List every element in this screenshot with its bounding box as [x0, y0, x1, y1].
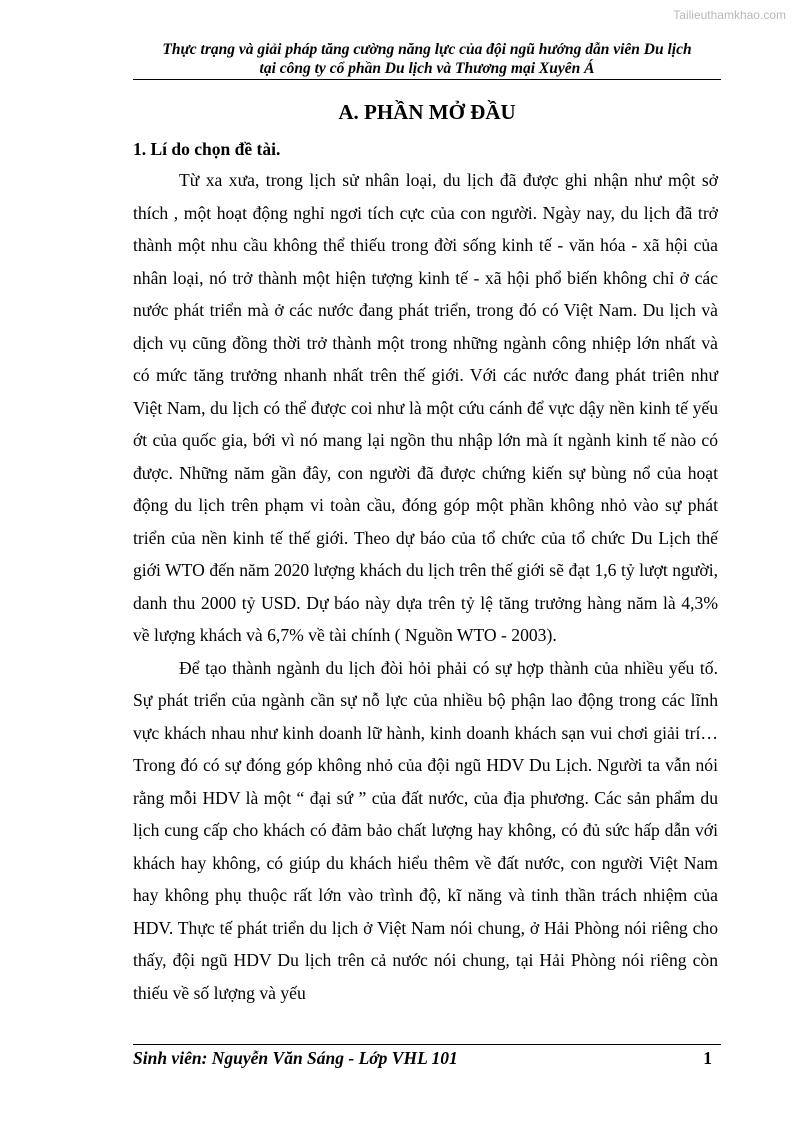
page-number: 1	[703, 1048, 712, 1068]
page-header	[133, 40, 721, 78]
section-title: A. PHẦN MỞ ĐẦU	[338, 100, 516, 124]
document-body	[133, 164, 718, 1009]
footer-divider	[133, 1044, 721, 1045]
header-title-line-1: Thực trạng và giải pháp tăng cường năng lực của đội ngũ hướng dẫn viên Du lịch	[162, 41, 692, 58]
header-title-line-2: tại công ty cổ phần Du lịch và Thương mại Xuyên Á	[259, 60, 595, 77]
watermark-text: Tailieuthamkhao.com	[673, 8, 786, 22]
subsection-title: 1. Lí do chọn đề tài.	[133, 139, 281, 159]
body-paragraph-1: Từ xa xưa, trong lịch sử nhân loại, du lịch đã được ghi nhận như một sở thích , một hoạt động nghỉ ngơi tích cực của con người. Ngày nay, du lịch đã trở thành một nhu cầu không thể thiếu trong đời sống kinh tế - văn hóa - xã hội của nhân loại, nó trở thành một hiện tượng kinh tế - xã hội phổ biến không chỉ ở các nước phát triển mà ở các nước đang phát triển, trong đó có Việt Nam. Du lịch và dịch vụ cũng đồng thời trở thành một trong những ngành công nhiệp lớn nhất và có mức tăng trưởng nhanh nhất trên thế giới. Với các nước đang phát triên như Việt Nam, du lịch có thể được coi như là một cứu cánh để vực dậy nền kinh tế yếu ớt của quốc gia, bới vì nó mang lại ngồn thu nhập lớn mà ít ngành kinh tế nào có được. Những năm gần đây, con người đã được chứng kiến sự bùng nổ của hoạt động du lịch trên phạm vi toàn cầu, đóng góp một phần không nhỏ vào sự phát triển của nền kinh tế thế giới. Theo dự báo của tổ chức của tổ chức Du Lịch thế giới WTO đến năm 2020 lượng khách du lịch trên thế giới sẽ đạt 1,6 tỷ lượt người, danh thu 2000 tỷ USD. Dự báo này dựa trên tỷ lệ tăng trưởng hàng năm là 4,3% về lượng khách và 6,7% về tài chính ( Nguồn WTO - 2003).	[133, 170, 718, 645]
footer-student: Sinh viên: Nguyễn Văn Sáng - Lớp VHL 101	[133, 1048, 458, 1068]
header-divider	[133, 79, 721, 80]
body-paragraph-2: Để tạo thành ngành du lịch đòi hỏi phải có sự hợp thành của nhiều yếu tố. Sự phát triển của ngành cần sự nỗ lực của nhiều bộ phận lao động trong các lĩnh vực khách nhau như kinh doanh lữ hành, kinh doanh khách sạn vui chơi giải trí…Trong đó có sự đóng góp không nhỏ của đội ngũ HDV Du Lịch. Người ta vẫn nói rằng mỗi HDV là một “ đại sứ ” của đất nước, của địa phương. Các sản phẩm du lịch cung cấp cho khách có đảm bảo chất lượng hay không, có đủ sức hấp dẫn với khách hay không, có giúp du khách hiểu thêm về đất nước, con người Việt Nam hay không phụ thuộc rất lớn vào trình độ, kĩ năng và tinh thần trách nhiệm của HDV. Thực tế phát triển du lịch ở Việt Nam nói chung, ở Hải Phòng nói riêng cho thấy, đội ngũ HDV Du lịch trên cả nước nói chung, tại Hải Phòng nói riêng còn thiếu về số lượng và yếu	[133, 657, 718, 1003]
